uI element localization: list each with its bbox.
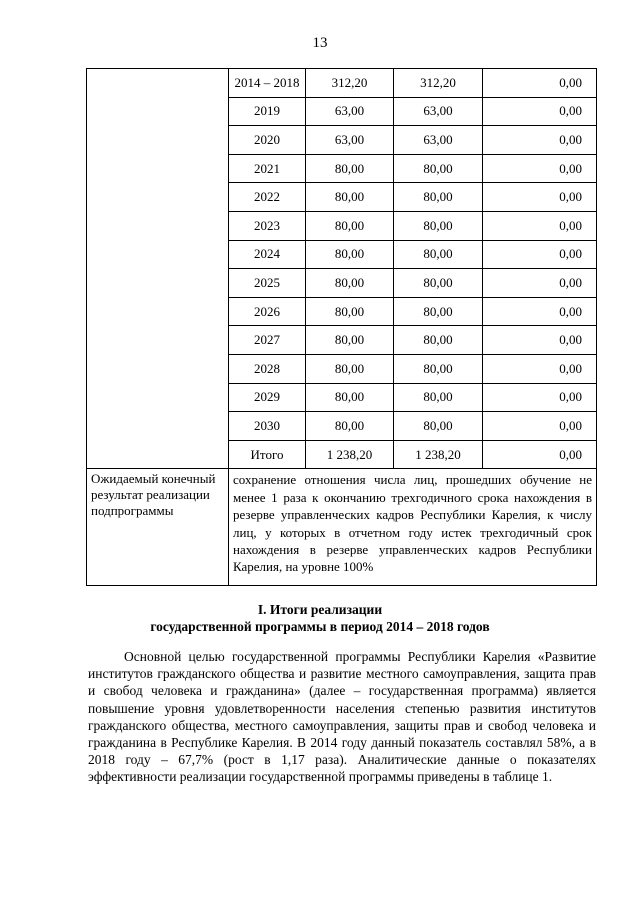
value-cell-2: 1 238,20 [394, 440, 483, 469]
expected-result-label: Ожидаемый конечный результат реализации подпрограммы [87, 469, 229, 586]
value-cell-2: 80,00 [394, 412, 483, 441]
value-cell-2: 80,00 [394, 297, 483, 326]
section-heading-line-1: I. Итоги реализации [257, 602, 383, 617]
value-cell-1: 80,00 [306, 412, 394, 441]
value-cell-2: 80,00 [394, 240, 483, 269]
value-cell-2: 80,00 [394, 211, 483, 240]
value-cell-3: 0,00 [483, 183, 597, 212]
value-cell-3: 0,00 [483, 354, 597, 383]
year-cell: Итого [229, 440, 306, 469]
body-paragraph: Основной целью государственной программы Республики Карелия «Развитие институтов гражданского общества и развитие местного самоуправления, защита прав и свобод человека и гражданина» (далее – государственная программа) является повышение уровня удовлетворенности населения степенью развития институтов гражданского общества, местного самоуправления, защиты прав и свобод человека и гражданина в Республике Карелия. В 2014 году данный показатель составлял 58%, а в 2018 году – 67,7% (рост в 1,17 раза). Аналитические данные о показателях эффективности реализации государственной программы приведены в таблице 1. [88, 649, 596, 785]
section-heading-line-2: государственной программы в период 2014 – 2018 годов [150, 619, 490, 634]
year-cell: 2021 [229, 154, 306, 183]
value-cell-2: 80,00 [394, 383, 483, 412]
table-row [87, 69, 597, 98]
value-cell-1: 63,00 [306, 97, 394, 126]
value-cell-3: 0,00 [483, 383, 597, 412]
value-cell-3: 0,00 [483, 69, 597, 98]
value-cell-1: 80,00 [306, 297, 394, 326]
value-cell-1: 80,00 [306, 269, 394, 298]
value-cell-3: 0,00 [483, 240, 597, 269]
value-cell-2: 80,00 [394, 326, 483, 355]
value-cell-1: 312,20 [306, 69, 394, 98]
year-cell: 2014 – 2018 [229, 69, 306, 98]
year-cell: 2022 [229, 183, 306, 212]
value-cell-3: 0,00 [483, 154, 597, 183]
value-cell-1: 80,00 [306, 154, 394, 183]
page-number: 13 [312, 35, 328, 51]
value-cell-3: 0,00 [483, 211, 597, 240]
value-cell-3: 0,00 [483, 440, 597, 469]
value-cell-2: 80,00 [394, 183, 483, 212]
value-cell-2: 80,00 [394, 154, 483, 183]
value-cell-1: 80,00 [306, 383, 394, 412]
value-cell-1: 1 238,20 [306, 440, 394, 469]
year-cell: 2024 [229, 240, 306, 269]
value-cell-1: 63,00 [306, 126, 394, 155]
year-cell: 2026 [229, 297, 306, 326]
value-cell-3: 0,00 [483, 326, 597, 355]
expected-result-row [87, 469, 597, 586]
value-cell-3: 0,00 [483, 97, 597, 126]
value-cell-1: 80,00 [306, 354, 394, 383]
value-cell-2: 63,00 [394, 97, 483, 126]
value-cell-2: 80,00 [394, 354, 483, 383]
label-cell-blank [87, 69, 229, 469]
value-cell-1: 80,00 [306, 183, 394, 212]
value-cell-1: 80,00 [306, 211, 394, 240]
year-cell: 2025 [229, 269, 306, 298]
value-cell-1: 80,00 [306, 240, 394, 269]
value-cell-2: 312,20 [394, 69, 483, 98]
section-heading [0, 601, 640, 635]
year-cell: 2029 [229, 383, 306, 412]
value-cell-2: 63,00 [394, 126, 483, 155]
funding-table [86, 68, 597, 586]
value-cell-1: 80,00 [306, 326, 394, 355]
funding-table-body [87, 69, 597, 586]
value-cell-3: 0,00 [483, 269, 597, 298]
year-cell: 2020 [229, 126, 306, 155]
value-cell-3: 0,00 [483, 126, 597, 155]
year-cell: 2019 [229, 97, 306, 126]
value-cell-2: 80,00 [394, 269, 483, 298]
year-cell: 2030 [229, 412, 306, 441]
year-cell: 2028 [229, 354, 306, 383]
expected-result-text: сохранение отношения числа лиц, прошедших обучение не менее 1 раза к окончанию трехгодичного срока нахождения в резерве управленческих кадров Республики Карелия, к числу лиц, у которых в отчетном году истек трехгодичный срок нахождения в резерве управленческих кадров Республики Карелия, на уровне 100% [229, 469, 597, 586]
value-cell-3: 0,00 [483, 297, 597, 326]
value-cell-3: 0,00 [483, 412, 597, 441]
year-cell: 2027 [229, 326, 306, 355]
year-cell: 2023 [229, 211, 306, 240]
